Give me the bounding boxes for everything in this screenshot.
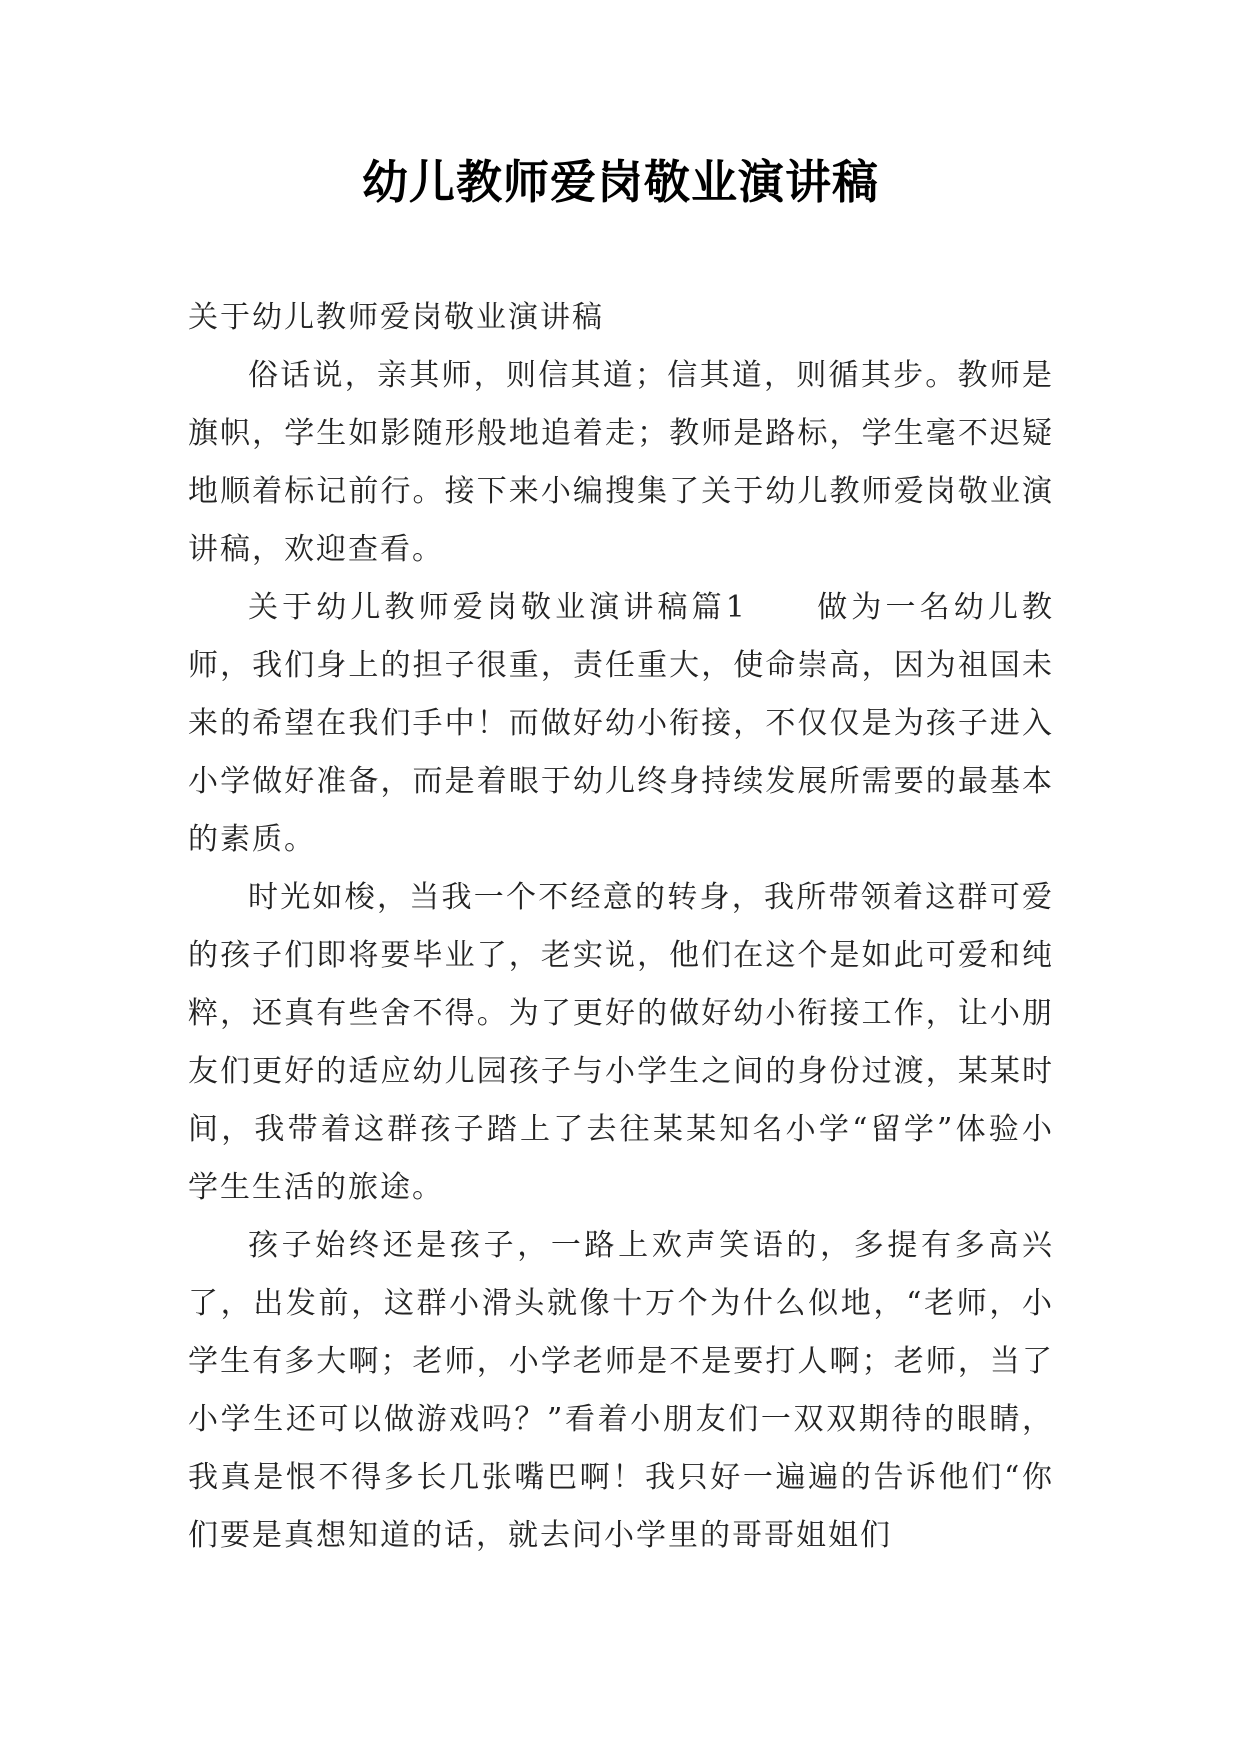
document-subtitle: 关于幼儿教师爱岗敬业演讲稿	[188, 300, 604, 335]
paragraph-children-questions: 孩子始终还是孩子，一路上欢声笑语的，多提有多高兴了，出发前，这群小滑头就像十万个为什么似地，“老师，小学生有多大啊；老师，小学老师是不是要打人啊；老师，当了小学生还可以做游戏吗？”看着小朋友们一双双期待的眼睛，我真是恨不得多长几张嘴巴啊！我只好一遍遍的告诉他们“你们要是真想知道的话，就去问小学里的哥哥姐姐们	[188, 1228, 1054, 1553]
document-title: 幼儿教师爱岗敬业演讲稿	[362, 155, 879, 209]
paragraph-intro: 俗话说，亲其师，则信其道；信其道，则循其步。教师是旗帜，学生如影随形般地追着走；教师是路标，学生毫不迟疑地顺着标记前行。接下来小编搜集了关于幼儿教师爱岗敬业演讲稿，欢迎查看。	[188, 358, 1054, 567]
document-body	[188, 289, 1054, 1565]
paragraph-graduation: 时光如梭，当我一个不经意的转身，我所带领着这群可爱的孩子们即将要毕业了，老实说，他们在这个是如此可爱和纯粹，还真有些舍不得。为了更好的做好幼小衔接工作，让小朋友们更好的适应幼儿园孩子与小学生之间的身份过渡，某某时间，我带着这群孩子踏上了去往某某知名小学“留学”体验小学生生活的旅途。	[188, 880, 1054, 1205]
paragraph-part-1: 关于幼儿教师爱岗敬业演讲稿篇1 做为一名幼儿教师，我们身上的担子很重，责任重大，使命崇高，因为祖国未来的希望在我们手中！而做好幼小衔接，不仅仅是为孩子进入小学做好准备，而是着眼于幼儿终身持续发展所需要的最基本的素质。	[188, 590, 1054, 857]
